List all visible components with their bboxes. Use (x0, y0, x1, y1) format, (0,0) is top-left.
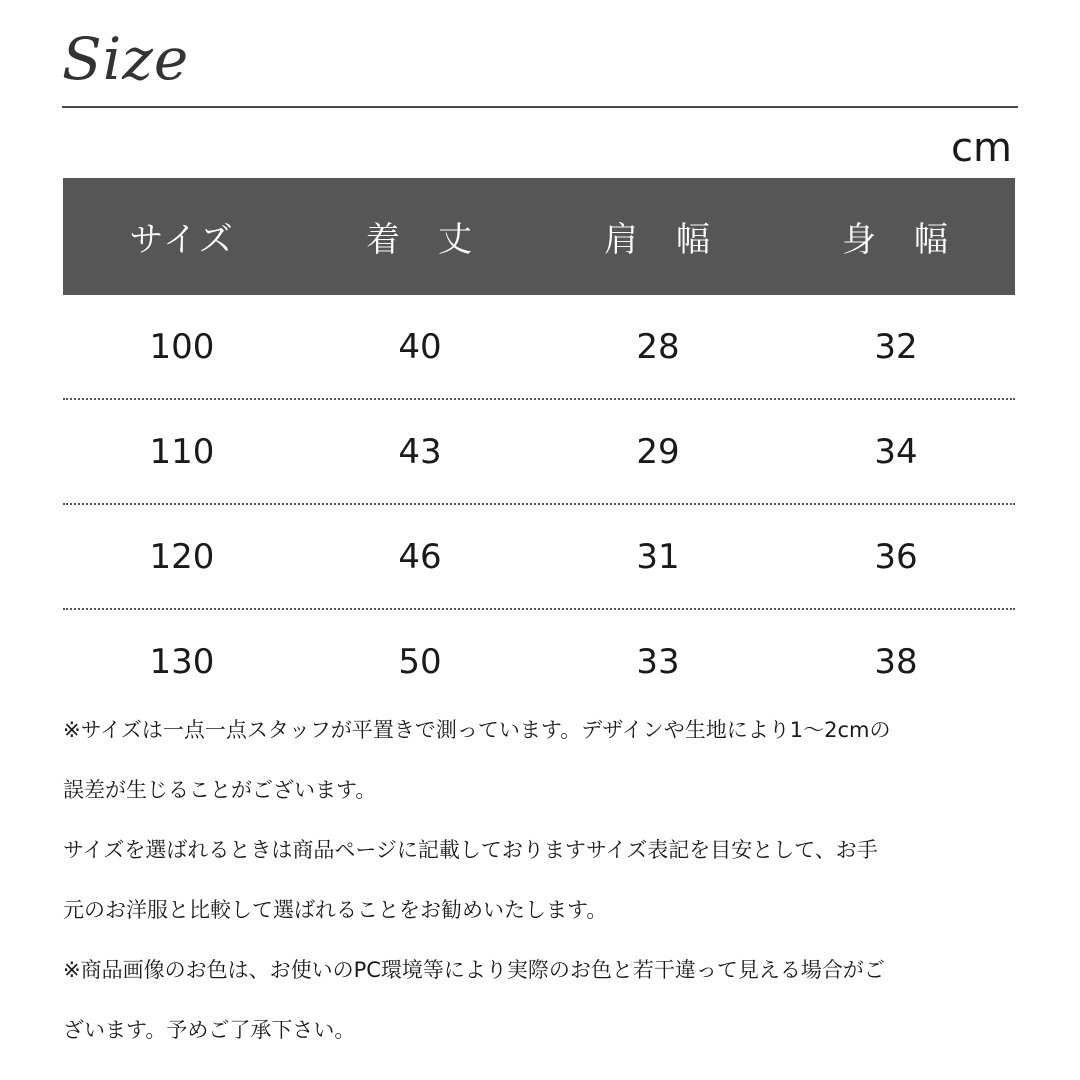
size-title: Size (62, 25, 190, 93)
cell-width: 36 (874, 536, 918, 577)
cell-size: 120 (149, 536, 215, 577)
note-line: 元のお洋服と比較して選ばれることをお勧めいたします。 (63, 898, 608, 922)
table-row (63, 400, 1015, 505)
cell-length: 40 (398, 326, 442, 367)
note-line: ※サイズは一点一点スタッフが平置きで測っています。デザインや生地により1〜2cmの (63, 718, 891, 742)
table-row (63, 505, 1015, 610)
table-row (63, 610, 1015, 713)
cell-size: 130 (149, 641, 215, 682)
cell-length: 43 (398, 431, 442, 472)
cell-length: 50 (398, 641, 442, 682)
header-size: サイズ (129, 220, 235, 260)
header-width: 身 幅 (842, 220, 950, 260)
cell-shoulder: 31 (636, 536, 680, 577)
cell-shoulder: 33 (636, 641, 680, 682)
cell-shoulder: 29 (636, 431, 680, 472)
title-divider (62, 106, 1018, 108)
cell-size: 100 (149, 326, 215, 367)
cell-size: 110 (149, 431, 215, 472)
cell-width: 38 (874, 641, 918, 682)
table-row (63, 295, 1015, 400)
cell-shoulder: 28 (636, 326, 680, 367)
note-line: ※商品画像のお色は、お使いのPC環境等により実際のお色と若干違って見える場合がご (63, 958, 885, 982)
note-line: ざいます。予めご了承下さい。 (63, 1018, 356, 1042)
header-shoulder: 肩 幅 (604, 220, 712, 260)
size-table (63, 178, 1015, 713)
cell-width: 34 (874, 431, 918, 472)
cell-length: 46 (398, 536, 442, 577)
cell-width: 32 (874, 326, 918, 367)
note-line: 誤差が生じることがございます。 (63, 778, 377, 802)
header-length: 着 丈 (366, 220, 474, 260)
table-header (63, 178, 1015, 295)
note-line: サイズを選ばれるときは商品ページに記載しておりますサイズ表記を目安として、お手 (63, 838, 878, 862)
notes (63, 700, 1023, 1060)
unit-label: cm (951, 125, 1012, 171)
